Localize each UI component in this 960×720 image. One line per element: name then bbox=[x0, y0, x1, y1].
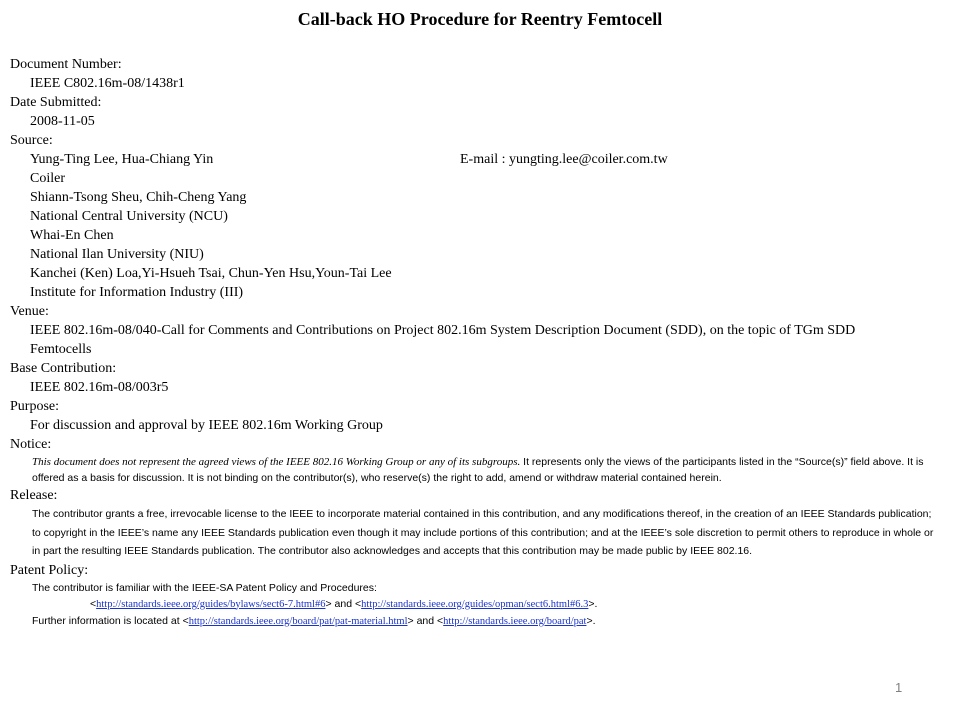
source-label: Source: bbox=[10, 133, 53, 148]
pat-material-link[interactable]: http://standards.ieee.org/board/pat/pat-material.html bbox=[188, 615, 408, 627]
document-header bbox=[10, 55, 950, 630]
bylaws-link[interactable]: http://standards.ieee.org/guides/bylaws/sect6-7.html#6 bbox=[96, 598, 326, 610]
release-text: The contributor grants a free, irrevocable license to the IEEE to incorporate material contained in this contribution, and any modifications thereof, in the creation of an IEEE Standards publication; to copyright in the IEEE’s name any IEEE Standards publication even though it may include portions of this contribution; and at the IEEE’s sole discretion to permit others to reproduce in whole or in part the resulting IEEE Standards publication. The contributor also acknowledges and accepts that this contribution may be made public by IEEE 802.16. bbox=[32, 508, 934, 557]
release-label: Release: bbox=[10, 488, 58, 503]
source-authors-1: Yung-Ting Lee, Hua-Chiang Yin bbox=[30, 152, 214, 167]
patent-links-row: <http://standards.ieee.org/guides/bylaws/sect6-7.html#6> and <http://standards.ieee.org/guides/opman/sect6.html#6.3>. bbox=[90, 597, 598, 610]
venue-value: IEEE 802.16m-08/040-Call for Comments and Contributions on Project 802.16m System Description Document (SDD), on the topic of TGm SDD Femtocells bbox=[30, 323, 856, 357]
doc-number-label: Document Number: bbox=[10, 57, 122, 72]
patent-line1: The contributor is familiar with the IEEE-SA Patent Policy and Procedures: bbox=[32, 581, 377, 594]
opman-link[interactable]: http://standards.ieee.org/guides/opman/sect6.html#6.3 bbox=[361, 598, 589, 610]
source-line: Institute for Information Industry (III) bbox=[30, 285, 244, 300]
source-line: Whai-En Chen bbox=[30, 228, 114, 243]
date-value: 2008-11-05 bbox=[30, 114, 95, 129]
patent-further-row: Further information is located at <http://standards.ieee.org/board/pat/pat-material.html> and <http://standards.ieee.org/board/pat>. bbox=[32, 614, 596, 627]
page-number: 1 bbox=[895, 680, 903, 695]
venue-label: Venue: bbox=[10, 304, 49, 319]
patent-policy-label: Patent Policy: bbox=[10, 562, 89, 578]
date-label: Date Submitted: bbox=[10, 95, 102, 110]
purpose-value: For discussion and approval by IEEE 802.16m Working Group bbox=[30, 418, 383, 433]
source-line: National Ilan University (NIU) bbox=[30, 247, 204, 262]
notice-text bbox=[32, 454, 937, 486]
board-pat-link[interactable]: http://standards.ieee.org/board/pat bbox=[443, 615, 587, 627]
notice-italic: This document does not represent the agreed views of the IEEE 802.16 Working Group or any of its subgroups. bbox=[32, 456, 521, 468]
source-line: National Central University (NCU) bbox=[30, 209, 228, 224]
notice-body: It represents only the views of the participants listed in the “Source(s)” field above. It is offered as a basis for discussion. It is not binding on the contributor(s), who reserve(s) the right to add, amend or withdraw material contained herein. bbox=[32, 456, 924, 484]
source-authors-row bbox=[30, 150, 950, 169]
source-line: Coiler bbox=[30, 171, 65, 186]
source-line: Shiann-Tsong Sheu, Chih-Cheng Yang bbox=[30, 190, 247, 205]
and-text: and bbox=[416, 614, 435, 627]
slide-title: Call-back HO Procedure for Reentry Femtocell bbox=[297, 9, 663, 29]
base-contribution-value: IEEE 802.16m-08/003r5 bbox=[30, 380, 169, 395]
source-line: Kanchei (Ken) Loa,Yi-Hsueh Tsai, Chun-Yen Hsu,Youn-Tai Lee bbox=[30, 266, 392, 281]
source-email: E-mail : yungting.lee@coiler.com.tw bbox=[460, 152, 668, 167]
base-contribution-label: Base Contribution: bbox=[10, 361, 117, 376]
and-text: and bbox=[334, 597, 353, 610]
further-text: Further information is located at bbox=[32, 614, 180, 627]
purpose-label: Purpose: bbox=[10, 399, 59, 414]
doc-number-value: IEEE C802.16m-08/1438r1 bbox=[30, 76, 185, 91]
notice-label: Notice: bbox=[10, 437, 52, 452]
